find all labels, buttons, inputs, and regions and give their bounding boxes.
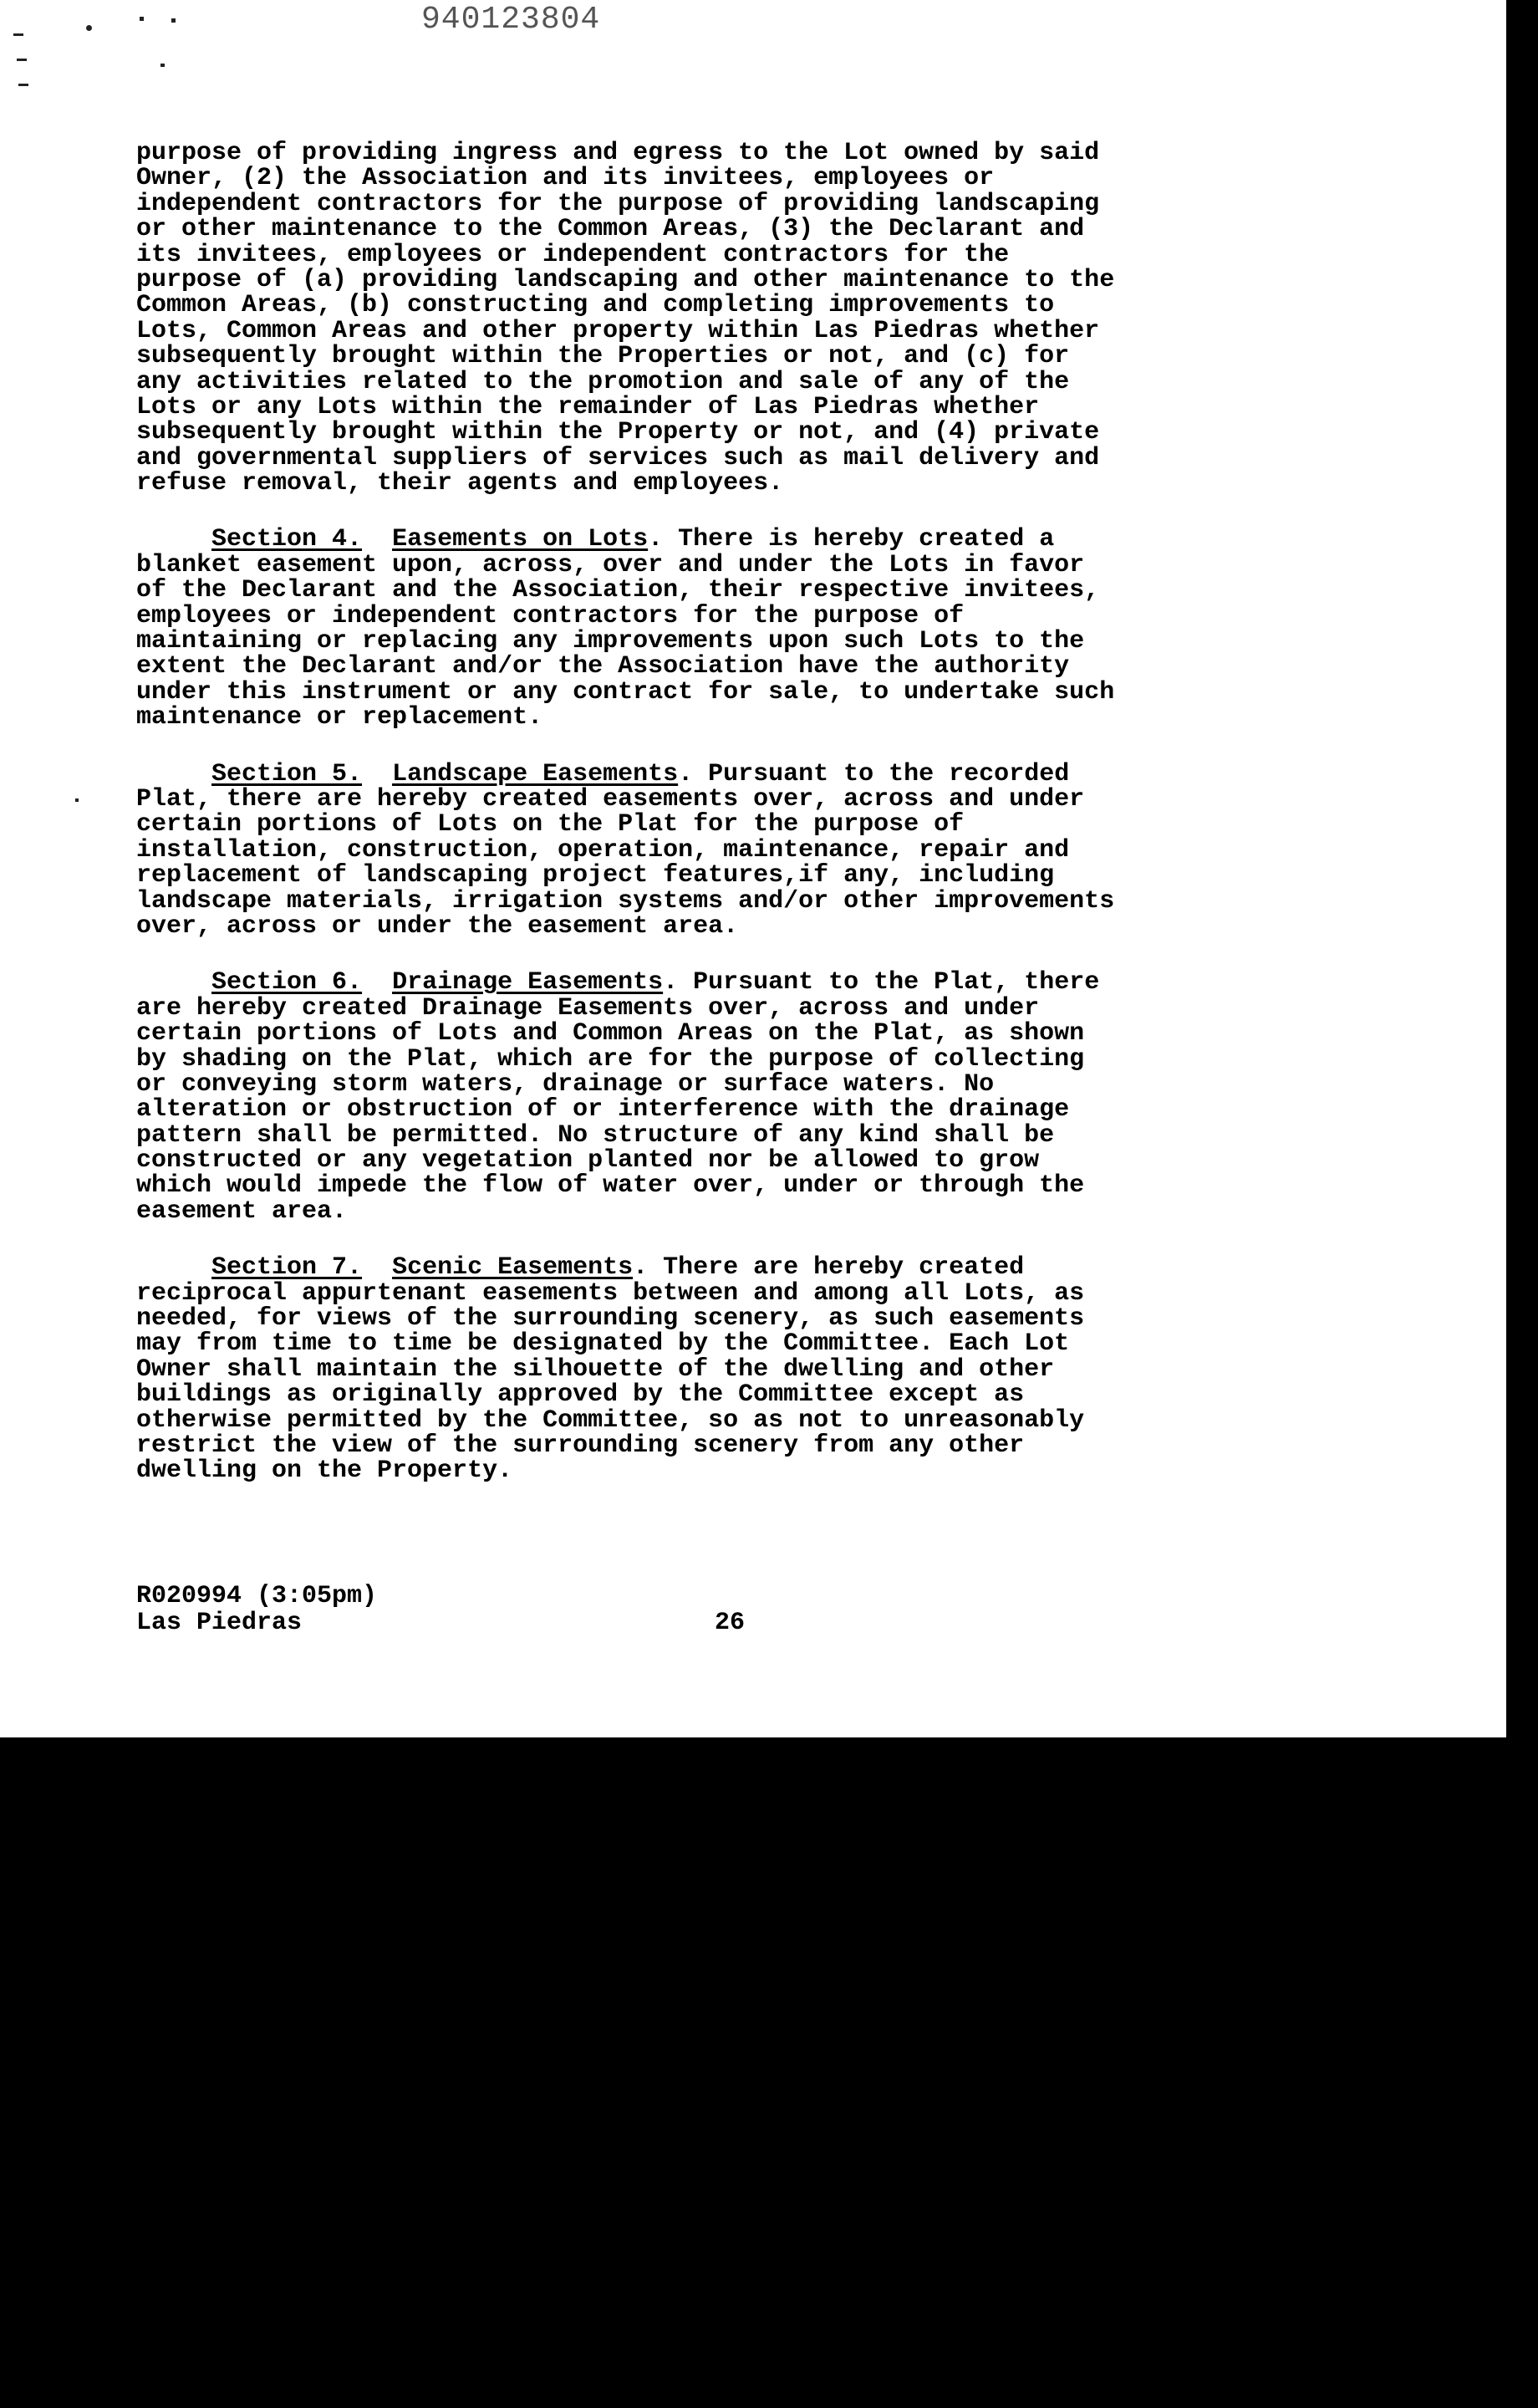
section-number: Section 7. <box>211 1253 363 1283</box>
text-line: otherwise permitted by the Committee, so as not to unreasonably <box>136 1406 1085 1435</box>
text-line: Owner shall maintain the silhouette of the dwelling and other <box>136 1354 1055 1384</box>
text-line: certain portions of Lots on the Plat for the purpose of <box>136 810 965 839</box>
text-line: Common Areas, (b) constructing and completing improvements to <box>136 291 1055 320</box>
text-line: easement area. <box>136 1196 348 1226</box>
text-line: replacement of landscaping project features,if any, including <box>136 861 1055 890</box>
paragraph-gap <box>136 939 1348 970</box>
text-line: pattern shall be permitted. No structure of any kind shall be <box>136 1120 1055 1150</box>
text-line: purpose of (a) providing landscaping and other maintenance to the <box>136 265 1115 294</box>
section-paragraph <box>136 527 1348 730</box>
text-line: reciprocal appurtenant easements between and among all Lots, as <box>136 1278 1085 1308</box>
scan-speck <box>17 59 27 61</box>
text-line: and governmental suppliers of services such as mail delivery and <box>136 443 1100 472</box>
text-line: restrict the view of the surrounding scenery from any other <box>136 1431 1025 1460</box>
text-line: extent the Declarant and/or the Association have the authority <box>136 652 1070 681</box>
text-line: dwelling on the Property. <box>136 1457 513 1486</box>
text-line: Lots or any Lots within the remainder of Las Piedras whether <box>136 392 1040 421</box>
document-id: 940123804 <box>421 2 601 38</box>
section-first-line <box>136 1253 1348 1283</box>
text-line: Lots, Common Areas and other property within Las Piedras whether <box>136 316 1100 345</box>
section-paragraph <box>136 970 1348 1224</box>
scan-speck <box>160 64 165 67</box>
text-line: may from time to time be designated by the Committee. Each Lot <box>136 1329 1070 1359</box>
footer-code: R020994 (3:05pm) <box>136 1582 378 1610</box>
scan-speck <box>86 25 92 31</box>
text-line: or other maintenance to the Common Areas, (3) the Declarant and <box>136 215 1085 244</box>
scan-speck <box>140 17 144 21</box>
text-line: by shading on the Plat, which are for the purpose of collecting <box>136 1044 1085 1074</box>
section-first-line <box>136 970 1348 995</box>
text-line: buildings as originally approved by the Committee except as <box>136 1380 1025 1410</box>
section-first-line-rest: . There is hereby created a <box>648 525 1055 554</box>
section-paragraph <box>136 759 1348 941</box>
text-line: subsequently brought within the Property or not, and (4) private <box>136 418 1100 447</box>
text-line: over, across or under the easement area. <box>136 911 739 941</box>
paragraph-gap <box>136 1224 1348 1255</box>
text-line: alteration or obstruction of or interference with the drainage <box>136 1095 1070 1125</box>
section-first-line-rest: . Pursuant to the recorded <box>678 759 1070 788</box>
text-line: landscape materials, irrigation systems and/or other improvements <box>136 886 1115 916</box>
section-number: Section 5. <box>211 759 363 788</box>
text-line: of the Declarant and the Association, their respective invitees, <box>136 576 1100 605</box>
document-footer <box>136 1583 377 1636</box>
text-line: needed, for views of the surrounding scenery, as such easements <box>136 1304 1085 1334</box>
text-line: blanket easement upon, across, over and under the Lots in favor <box>136 550 1085 579</box>
intro-paragraph <box>136 140 1348 496</box>
text-line: maintenance or replacement. <box>136 703 543 732</box>
paragraph-gap <box>136 496 1348 527</box>
text-line: are hereby created Drainage Easements over, across and under <box>136 993 1040 1023</box>
text-line: independent contractors for the purpose of providing landscaping <box>136 189 1100 218</box>
section-number: Section 4. <box>211 525 363 554</box>
text-line: maintaining or replacing any improvements upon such Lots to the <box>136 627 1085 656</box>
document-body <box>136 140 1348 1484</box>
section-number: Section 6. <box>211 968 363 997</box>
section-first-line-rest: . There are hereby created <box>633 1253 1025 1283</box>
text-line: which would impede the flow of water over, under or through the <box>136 1171 1085 1201</box>
text-line: constructed or any vegetation planted nor be allowed to grow <box>136 1146 1040 1176</box>
section-title: Easements on Lots <box>392 525 649 554</box>
scan-speck <box>13 33 23 36</box>
section-title: Drainage Easements <box>392 968 664 997</box>
text-line: certain portions of Lots and Common Areas on the Plat, as shown <box>136 1019 1085 1048</box>
footer-name: Las Piedras <box>136 1609 303 1637</box>
section-first-line-rest: . Pursuant to the Plat, there <box>663 968 1100 997</box>
text-line: employees or independent contractors for the purpose of <box>136 601 965 630</box>
section-first-line <box>136 759 1348 788</box>
text-line: refuse removal, their agents and employees. <box>136 469 784 498</box>
text-line: subsequently brought within the Properties or not, and (c) for <box>136 342 1070 371</box>
scan-speck <box>75 798 79 802</box>
section-paragraph <box>136 1255 1348 1484</box>
text-line: or conveying storm waters, drainage or surface waters. No <box>136 1069 995 1099</box>
page-number: 26 <box>715 1609 746 1637</box>
section-title: Landscape Easements <box>392 759 679 788</box>
paragraph-gap <box>136 731 1348 762</box>
section-title: Scenic Easements <box>392 1253 634 1283</box>
text-line: its invitees, employees or independent contractors for the <box>136 240 1010 269</box>
scan-speck <box>171 18 176 23</box>
section-first-line <box>136 527 1348 552</box>
scan-speck <box>18 84 28 86</box>
text-line: installation, construction, operation, maintenance, repair and <box>136 835 1070 865</box>
text-line: purpose of providing ingress and egress to the Lot owned by said <box>136 139 1100 167</box>
text-line: any activities related to the promotion and sale of any of the <box>136 367 1070 396</box>
text-line: Owner, (2) the Association and its invitees, employees or <box>136 164 995 193</box>
text-line: Plat, there are hereby created easements over, across and under <box>136 784 1085 814</box>
text-line: under this instrument or any contract for sale, to undertake such <box>136 677 1115 707</box>
